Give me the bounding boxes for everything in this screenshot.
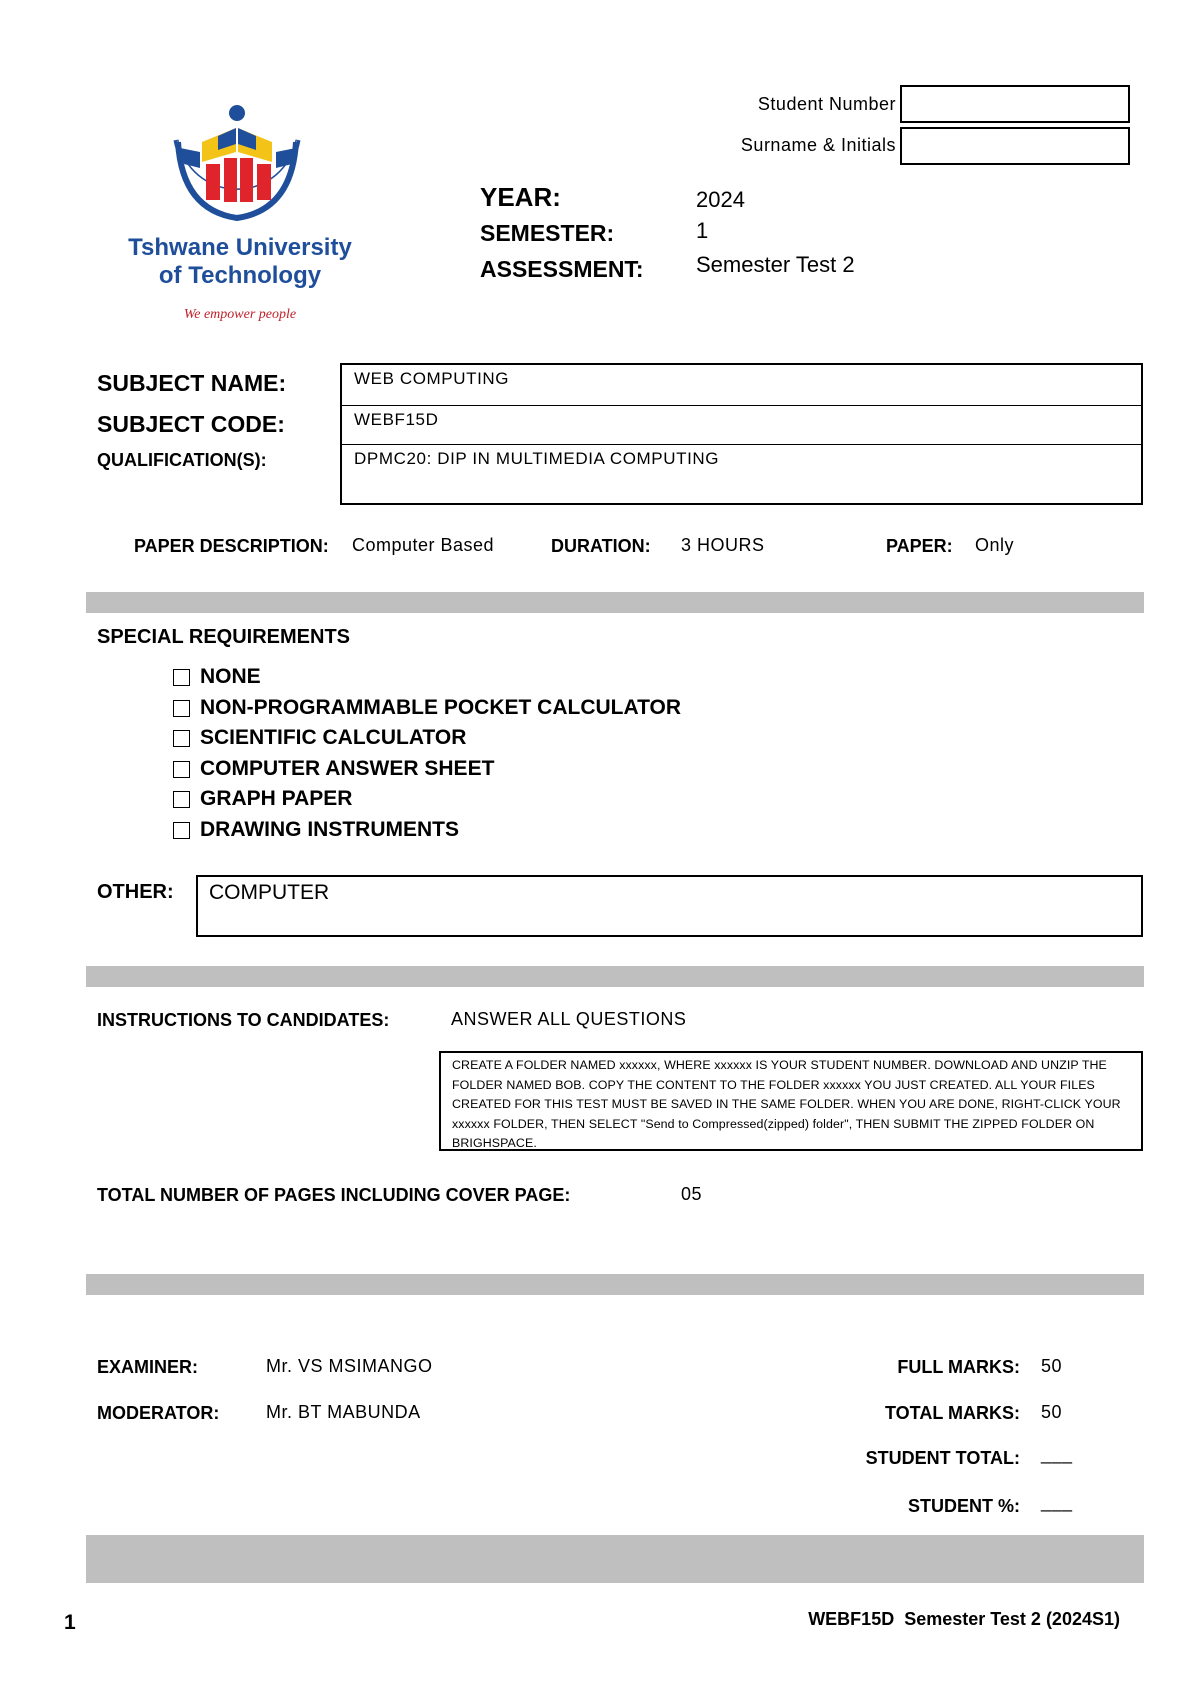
other-label: OTHER:: [97, 881, 174, 903]
requirement-none[interactable]: NONE: [173, 665, 261, 689]
total-pages-value: 05: [681, 1184, 703, 1204]
checkbox-graph-paper[interactable]: [173, 791, 190, 808]
semester-label: SEMESTER:: [480, 220, 615, 246]
instructions-label: INSTRUCTIONS TO CANDIDATES:: [97, 1010, 390, 1030]
requirement-answer-sheet[interactable]: COMPUTER ANSWER SHEET: [173, 757, 494, 781]
instructions-box-text: CREATE A FOLDER NAMED xxxxxx, WHERE xxxxxx IS YOUR STUDENT NUMBER. DOWNLOAD AND UNZIP THE FOLDER NAMED BOB. COPY THE CONTENT TO THE FOLDER xxxxxx YOU JUST CREATED. ALL YOUR FILES CREATED FOR THIS TEST MUST BE SAVED IN THE SAME FOLDER. WHEN YOU ARE DONE, RIGHT-CLICK YOUR xxxxxx FOLDER, THEN SELECT "Send to Compressed(zipped) folder", THEN SUBMIT THE ZIPPED FOLDER ON BRIGHSPACE.: [452, 1058, 1121, 1151]
examiner-value: Mr. VS MSIMANGO: [266, 1356, 433, 1376]
checkbox-scientific-calculator[interactable]: [173, 730, 190, 747]
instructions-box: [439, 1051, 1143, 1151]
student-number-input[interactable]: [900, 85, 1130, 123]
qualification-value: DPMC20: DIP IN MULTIMEDIA COMPUTING: [354, 449, 720, 468]
instructions-value: ANSWER ALL QUESTIONS: [451, 1009, 687, 1029]
assessment-label: ASSESSMENT:: [480, 256, 644, 282]
document-reference: WEBF15D Semester Test 2 (2024S1): [808, 1609, 1120, 1629]
examiner-label: EXAMINER:: [97, 1357, 199, 1377]
semester-value: 1: [696, 218, 709, 243]
divider-bar-3: [86, 1274, 1144, 1295]
page-number: 1: [64, 1611, 76, 1634]
paper-value: Only: [975, 535, 1015, 555]
other-value: COMPUTER: [209, 881, 330, 904]
moderator-value: Mr. BT MABUNDA: [266, 1402, 421, 1422]
checkbox-drawing-instruments[interactable]: [173, 822, 190, 839]
student-percent-label: STUDENT %:: [908, 1496, 1020, 1516]
total-marks-label: TOTAL MARKS:: [885, 1403, 1020, 1423]
checkbox-answer-sheet[interactable]: [173, 761, 190, 778]
university-logo-icon: [120, 100, 360, 230]
surname-input[interactable]: [900, 127, 1130, 165]
paper-description-label: PAPER DESCRIPTION:: [134, 536, 329, 556]
total-marks-value: 50: [1041, 1402, 1063, 1422]
subject-table: [340, 363, 1143, 505]
surname-label: Surname & Initials: [740, 135, 896, 155]
university-tagline: We empower people: [183, 307, 297, 322]
student-number-label: Student Number: [757, 94, 896, 114]
divider-bar-2: [86, 966, 1144, 987]
paper-label: PAPER:: [886, 536, 953, 556]
duration-value: 3 HOURS: [681, 535, 765, 555]
year-label: YEAR:: [480, 182, 561, 212]
assessment-value: Semester Test 2: [696, 252, 855, 277]
university-logo: [120, 100, 360, 340]
paper-description-value: Computer Based: [352, 535, 495, 555]
student-percent-value[interactable]: ___: [1041, 1492, 1073, 1512]
subject-name-value: WEB COMPUTING: [342, 365, 1141, 406]
university-name-line1: Tshwane University: [128, 234, 352, 261]
subject-code-label: SUBJECT CODE:: [97, 411, 285, 437]
subject-code-value: WEBF15D: [342, 406, 1141, 445]
divider-bar-1: [86, 592, 1144, 613]
student-total-label: STUDENT TOTAL:: [865, 1448, 1020, 1468]
subject-name-label: SUBJECT NAME:: [97, 370, 287, 396]
year-value: 2024: [696, 187, 745, 212]
university-name-line2: of Technology: [158, 262, 322, 289]
full-marks-label: FULL MARKS:: [897, 1357, 1020, 1377]
divider-bar-4: [86, 1535, 1144, 1583]
requirement-drawing-instruments[interactable]: DRAWING INSTRUMENTS: [173, 818, 459, 842]
student-total-value[interactable]: ___: [1041, 1444, 1073, 1464]
checkbox-none[interactable]: [173, 669, 190, 686]
special-requirements-heading: SPECIAL REQUIREMENTS: [97, 626, 350, 648]
qualification-label: QUALIFICATION(S):: [97, 450, 267, 470]
duration-label: DURATION:: [551, 536, 651, 556]
other-box: [196, 875, 1143, 937]
moderator-label: MODERATOR:: [97, 1403, 220, 1423]
requirement-pocket-calculator[interactable]: NON-PROGRAMMABLE POCKET CALCULATOR: [173, 696, 681, 720]
full-marks-value: 50: [1041, 1356, 1063, 1376]
checkbox-pocket-calculator[interactable]: [173, 700, 190, 717]
total-pages-label: TOTAL NUMBER OF PAGES INCLUDING COVER PAGE:: [97, 1185, 571, 1205]
requirement-graph-paper[interactable]: GRAPH PAPER: [173, 787, 352, 811]
requirement-scientific-calculator[interactable]: SCIENTIFIC CALCULATOR: [173, 726, 466, 750]
